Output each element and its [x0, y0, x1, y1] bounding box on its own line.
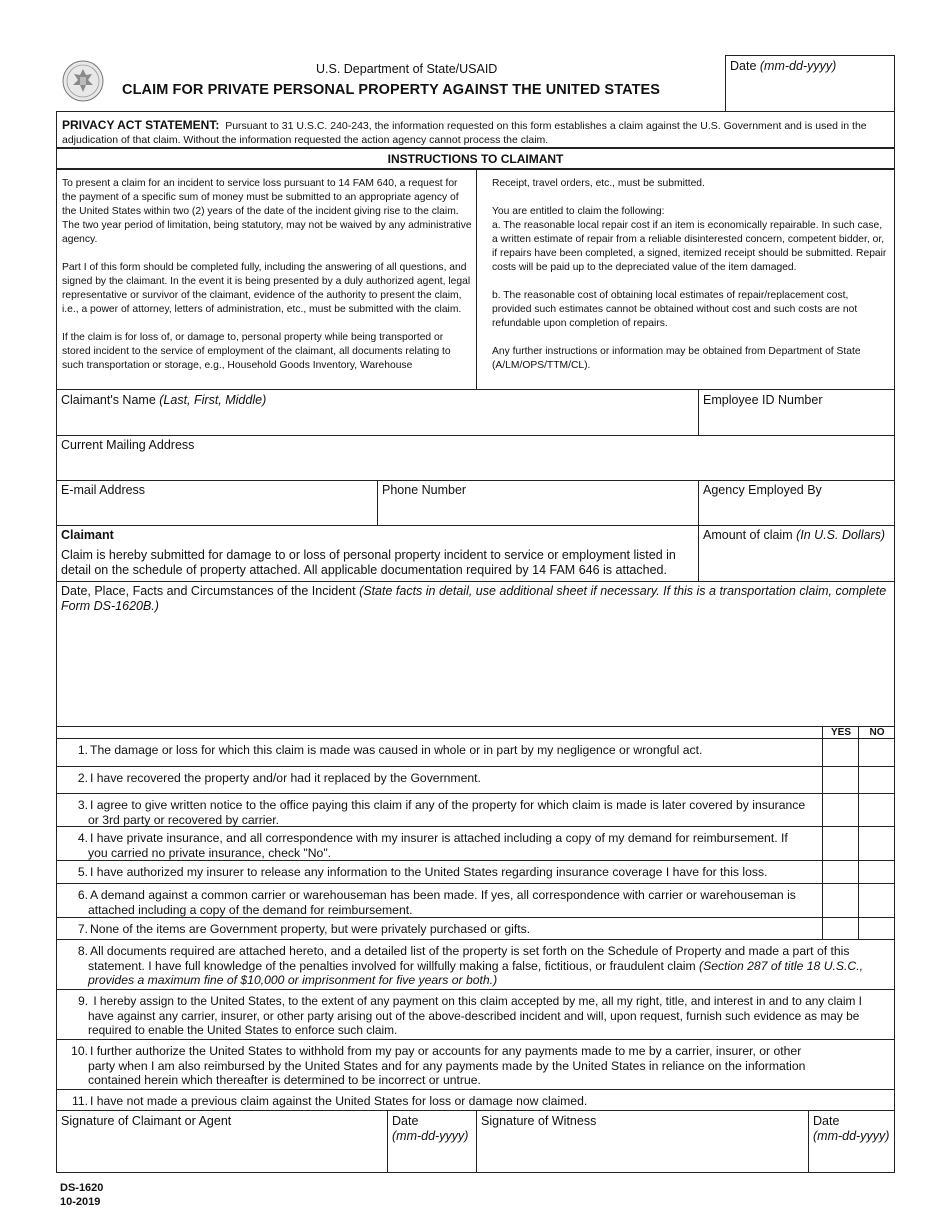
witness-signature-label: Signature of Witness — [481, 1114, 597, 1128]
question-text: I hereby assign to the United States, to the extent of any payment on this claim accepted by me, all my right, title, and interest in and to any claim I — [93, 994, 862, 1008]
question-text: The damage or loss for which this claim is made was caused in whole or in part by my negligence or wrongful act. — [90, 743, 703, 757]
privacy-heading: PRIVACY ACT STATEMENT: — [62, 118, 220, 132]
incident-details-field[interactable] — [56, 581, 895, 727]
question-text: None of the items are Government property, but were privately purchased or gifts. — [90, 922, 531, 936]
question-number: 2. — [77, 771, 88, 785]
q4-no-checkbox[interactable] — [858, 827, 894, 861]
question-text: party when I am also reimbursed by the United States and for any payments made by the United States in reliance on the information — [88, 1058, 806, 1073]
question-text: I agree to give written notice to the office paying this claim if any of the property for which claim is made is later covered by insurance — [90, 798, 806, 812]
claimant-statement: Claim is hereby submitted for damage to or loss of personal property incident to service or employment listed in detail on the schedule of property attached. All applicable documentation required by 14 FAM 646 is attached. — [61, 548, 676, 577]
date-field[interactable] — [725, 55, 895, 111]
department-seal-icon — [62, 60, 104, 102]
date-label: Date — [730, 59, 757, 73]
witness-signature-date-field[interactable] — [809, 1111, 894, 1173]
q3-yes-checkbox[interactable] — [822, 794, 858, 827]
incident-label: Date, Place, Facts and Circumstances of the Incident — [61, 584, 356, 598]
question-row — [57, 989, 894, 1039]
question-row — [57, 939, 894, 989]
question-citation: (Section 287 of title 18 U.S.C., — [699, 958, 863, 973]
form-revision: 10-2019 — [60, 1196, 101, 1208]
agency-field[interactable] — [698, 480, 895, 526]
claimant-heading: Claimant — [61, 528, 114, 542]
question-text: I have recovered the property and/or had it replaced by the Government. — [90, 771, 481, 785]
question-text: attached including a copy of the demand for reimbursement. — [88, 902, 413, 917]
form-number: DS-1620 — [60, 1182, 104, 1194]
question-text: I have authorized my insurer to release any information to the United States regarding insurance coverage I have for this loss. — [90, 865, 768, 879]
phone-label: Phone Number — [382, 483, 467, 497]
q3-no-checkbox[interactable] — [858, 794, 894, 827]
q5-yes-checkbox[interactable] — [822, 861, 858, 884]
question-number: 5. — [77, 865, 88, 879]
question-text: I further authorize the United States to withhold from my pay or accounts for any payments made to me by a carrier, insurer, or other — [90, 1044, 802, 1058]
question-text: contained herein which thereafter is determined to be incorrect or untrue. — [88, 1073, 481, 1087]
q5-no-checkbox[interactable] — [858, 861, 894, 884]
mailing-address-field[interactable] — [56, 435, 895, 481]
phone-field[interactable] — [377, 480, 699, 526]
amount-of-claim-field[interactable] — [698, 525, 895, 582]
question-number: 6. — [77, 888, 88, 902]
amount-hint: (In U.S. Dollars) — [796, 528, 886, 542]
signature-date-label: Date — [392, 1114, 419, 1128]
question-text: I have private insurance, and all correspondence with my insurer is attached including a copy of my demand for reimbursement. If — [90, 831, 788, 845]
email-label: E-mail Address — [61, 483, 146, 497]
instructions-paragraph: a. The reasonable local repair cost if an item is economically repairable. In such case, a written estimate of repair from a reliable disinterested concern, competent bidder, or, if repairs have been completed, a signed, itemized receipt should be submitted. Repair costs will be paid up to the depreciated value of the item damaged. — [492, 220, 887, 273]
question-text: I have not made a previous claim against the United States for loss or damage now claimed. — [90, 1094, 588, 1108]
instructions-paragraph: Part I of this form should be completed fully, including the answering of all questions, and signed by the claimant. In the event it is being presented by a duly authorized agent, legal representative or survivor of the claimant, evidence of the authority to present the claim, i.e., a power of attorney, letters of administration, etc., must be submitted with the claim. — [62, 262, 471, 315]
question-row — [57, 883, 894, 917]
form-title: CLAIM FOR PRIVATE PERSONAL PROPERTY AGAINST THE UNITED STATES — [122, 82, 661, 98]
question-text: you carried no private insurance, check "No". — [88, 845, 332, 860]
amount-label: Amount of claim — [703, 528, 793, 542]
email-field[interactable] — [56, 480, 378, 526]
question-number: 9. — [78, 994, 88, 1008]
question-row — [57, 766, 894, 793]
q1-yes-checkbox[interactable] — [822, 739, 858, 767]
questions-section — [56, 726, 895, 1111]
q7-yes-checkbox[interactable] — [822, 918, 858, 940]
claimant-name-field[interactable] — [56, 390, 699, 436]
q2-no-checkbox[interactable] — [858, 767, 894, 794]
claimant-signature-label: Signature of Claimant or Agent — [61, 1114, 232, 1128]
question-number: 10. — [71, 1044, 88, 1058]
incident-hint: (State facts in detail, use additional sheet if necessary. If this is a transportation claim, complete Form DS-1620B.) — [61, 584, 887, 613]
question-number: 4. — [77, 831, 88, 845]
question-citation: provides a maximum fine of $10,000 or imprisonment for five years or both.) — [88, 973, 498, 987]
question-row — [57, 1039, 894, 1089]
instructions-paragraph: To present a claim for an incident to service loss pursuant to 14 FAM 640, a request for the payment of a specific sum of money must be submitted to an appropriate agency of the United States within two (2) years of the date of the incident giving rise to the claim. The two year period of limitation, being statutory, may not be waived by any administrative agency. — [62, 178, 472, 245]
witness-signature-field[interactable] — [477, 1111, 809, 1173]
instructions-right-column — [477, 170, 894, 389]
question-text: have against any carrier, insurer, or other party arising out of the above-described incident and will, upon request, furnish such evidence as may be — [88, 1008, 860, 1023]
q7-no-checkbox[interactable] — [858, 918, 894, 940]
date-hint: (mm-dd-yyyy) — [759, 59, 837, 73]
question-text: required to enable the United States to enforce such claim. — [88, 1023, 398, 1037]
question-row — [57, 793, 894, 826]
instructions-paragraph: You are entitled to claim the following: — [492, 206, 665, 217]
instructions-section — [56, 169, 895, 390]
privacy-text: Pursuant to 31 U.S.C. 240-243, the information requested on this form establishes a claim against the U.S. Government and is used in the adjudication of that claim. Without the information requested the action agency cannot process the claim. — [62, 120, 867, 146]
q6-yes-checkbox[interactable] — [822, 884, 858, 918]
question-row — [57, 826, 894, 860]
mailing-address-label: Current Mailing Address — [61, 438, 195, 452]
question-number: 3. — [77, 798, 88, 812]
signature-section — [56, 1110, 895, 1173]
question-text: A demand against a common carrier or warehouseman has been made. If yes, all correspondence with carrier or warehouseman is — [90, 888, 796, 902]
department-name: U.S. Department of State/USAID — [316, 62, 498, 76]
instructions-paragraph: Receipt, travel orders, etc., must be submitted. — [492, 178, 705, 189]
claimant-name-hint: (Last, First, Middle) — [159, 393, 267, 407]
q4-yes-checkbox[interactable] — [822, 827, 858, 861]
question-row — [57, 917, 894, 939]
q2-yes-checkbox[interactable] — [822, 767, 858, 794]
signature-date-hint: (mm-dd-yyyy) — [392, 1129, 469, 1143]
instructions-left-column — [57, 170, 477, 389]
question-row — [57, 1089, 894, 1111]
question-number: 11. — [71, 1094, 88, 1108]
question-number: 8. — [77, 944, 88, 958]
q1-no-checkbox[interactable] — [858, 739, 894, 767]
claimant-signature-field[interactable] — [57, 1111, 388, 1173]
claimant-name-label: Claimant's Name — [61, 393, 156, 407]
agency-label: Agency Employed By — [703, 483, 822, 497]
question-number: 1. — [77, 743, 88, 757]
claimant-signature-date-field[interactable] — [388, 1111, 477, 1173]
q6-no-checkbox[interactable] — [858, 884, 894, 918]
question-text: All documents required are attached hereto, and a detailed list of the property is set forth on the Schedule of Property and made a part of this — [90, 944, 850, 958]
privacy-act-statement — [56, 111, 895, 148]
employee-id-field[interactable] — [698, 390, 895, 436]
witness-date-hint: (mm-dd-yyyy) — [813, 1129, 890, 1143]
instructions-paragraph: b. The reasonable cost of obtaining local estimates of repair/replacement cost, provided such estimates cannot be obtained without cost and such costs are not refundable upon completion of repairs. — [492, 290, 858, 329]
question-row — [57, 860, 894, 883]
instructions-paragraph: Any further instructions or information may be obtained from Department of State (A/LM/OPS/TTM/CL). — [492, 346, 861, 371]
question-row — [57, 738, 894, 766]
employee-id-label: Employee ID Number — [703, 393, 823, 407]
claimant-statement-section — [56, 525, 699, 582]
no-column-header: NO — [858, 726, 895, 738]
question-text: or 3rd party or recovered by carrier. — [88, 812, 280, 827]
form-identifier — [60, 1181, 103, 1209]
question-text: statement. I have full knowledge of the penalties involved for willfully making a false, fictitious, or fraudulent claim — [88, 958, 700, 973]
yes-column-header: YES — [822, 726, 859, 738]
instructions-paragraph: If the claim is for loss of, or damage to, personal property while being transported or stored incident to the service of employment of the claimant, all documents relating to such transportation or storage, e.g., Household Goods Inventory, Warehouse — [62, 332, 451, 371]
instructions-heading: INSTRUCTIONS TO CLAIMANT — [56, 148, 895, 169]
question-number: 7. — [77, 922, 88, 936]
witness-date-label: Date — [813, 1114, 840, 1128]
